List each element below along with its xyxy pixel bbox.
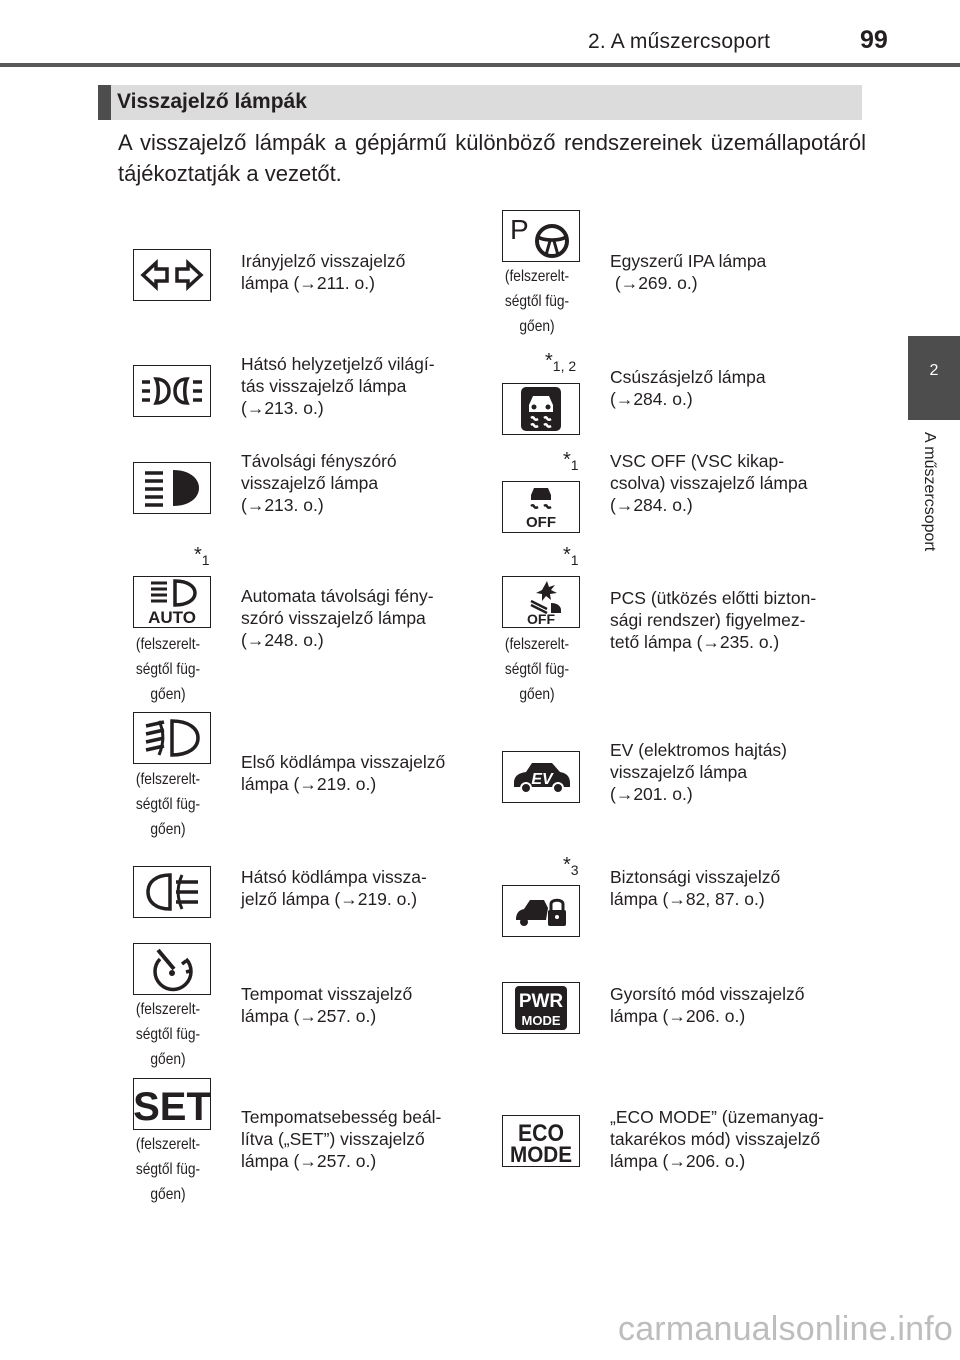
description-line: lámpa (→257. o.) — [241, 1151, 377, 1171]
tail-lights-description — [241, 353, 435, 419]
ipa-letter: P — [510, 214, 529, 245]
equipment-note: (felszerelt- ségtől füg- gően) — [504, 268, 570, 335]
ev-description — [610, 739, 787, 805]
front-fog-light-icon — [133, 712, 211, 764]
description-line: visszajelző lámpa — [241, 473, 379, 493]
section-title: Visszajelző lámpák — [117, 90, 307, 113]
turn-signal-description — [241, 250, 405, 294]
description-line: (→248. o.) — [241, 630, 324, 650]
description-line: EV (elektromos hajtás) — [610, 740, 788, 760]
description-line: lítva („SET”) visszajelző — [241, 1129, 425, 1149]
description-line: PCS (ütközés előtti bizton- — [610, 588, 817, 608]
front-fog-description — [241, 751, 445, 795]
description-line: Gyorsító mód visszajelző — [610, 984, 805, 1004]
equipment-note: (felszerelt- ségtől füg- gően) — [135, 1136, 201, 1203]
eco-description — [610, 1106, 824, 1172]
security-car-lock-icon — [502, 885, 580, 937]
vsc-off-label: OFF — [526, 514, 556, 531]
chapter-tab-number: 2 — [929, 362, 939, 379]
description-line: (→284. o.) — [610, 495, 693, 515]
description-line: (→201. o.) — [610, 784, 693, 804]
description-line: VSC OFF (VSC kikap- — [610, 451, 785, 471]
description-line: Egyszerű IPA lámpa — [610, 251, 767, 271]
parking-assist-steering-icon — [502, 210, 580, 262]
description-line: Automata távolsági fény- — [241, 586, 434, 606]
description-line: sági rendszer) figyelmez- — [610, 610, 806, 630]
pcs-off-label: OFF — [527, 611, 555, 627]
chapter-title: 2. A műszercsoport — [588, 30, 771, 53]
tail-lights-icon — [133, 365, 211, 417]
vsc-off-description — [610, 450, 807, 516]
vsc-off-icon — [502, 481, 580, 533]
slip-description — [610, 366, 766, 410]
power-mode-icon — [502, 982, 580, 1034]
rear-fog-light-icon — [133, 866, 211, 918]
automatic-high-beam-icon — [133, 576, 211, 628]
description-line: (→213. o.) — [241, 398, 324, 418]
description-line: Távolsági fényszóró — [241, 451, 397, 471]
ev-label: EV — [531, 771, 553, 788]
pwr-description — [610, 983, 805, 1027]
description-line: Biztonsági visszajelző — [610, 867, 781, 887]
slip-indicator-icon — [502, 383, 580, 435]
section-heading-bar — [98, 85, 862, 120]
description-line: csolva) visszajelző lámpa — [610, 473, 808, 493]
description-line: Csúszásjelző lámpa — [610, 367, 766, 387]
description-line: (→284. o.) — [610, 389, 693, 409]
intro-paragraph: A visszajelző lámpák a gépjármű különböző rendszereinek üzemállapotáról tájékoztatják a vezetőt. — [118, 130, 866, 186]
cruise-set-icon — [133, 1078, 211, 1130]
rear-fog-description — [241, 866, 427, 910]
description-line: lámpa (→219. o.) — [241, 774, 377, 794]
chapter-tab[interactable] — [908, 336, 960, 420]
description-line: szóró visszajelző lámpa — [241, 608, 426, 628]
page-number: 99 — [860, 26, 888, 54]
footnote-marker: $*_1$ — [563, 544, 579, 568]
description-line: lámpa (→211. o.) — [241, 273, 375, 293]
description-line: lámpa (→206. o.) — [610, 1006, 746, 1026]
footnote-marker: $*_1$ — [563, 449, 579, 473]
description-line: Tempomatsebesség beál- — [241, 1107, 442, 1127]
equipment-note: (felszerelt- ségtől füg- gően) — [135, 1001, 201, 1068]
cruise-control-icon — [133, 943, 211, 995]
chapter-tab-label: A műszercsoport — [921, 432, 938, 552]
footnote-marker: $*_3$ — [563, 854, 579, 878]
pcs-warning-icon — [502, 576, 580, 628]
eco-mode-label: MODE — [510, 1142, 572, 1167]
pcs-description — [610, 587, 816, 653]
description-line: jelző lámpa (→219. o.) — [241, 889, 418, 909]
watermark: carmanualsonline.info — [618, 1310, 953, 1348]
description-line: Hátsó ködlámpa vissza- — [241, 867, 427, 887]
high-beam-icon — [133, 462, 211, 514]
pwr-mode-label: MODE — [521, 1013, 561, 1028]
equipment-note: (felszerelt- ségtől füg- gően) — [135, 771, 201, 838]
high-beam-description — [241, 450, 397, 516]
footnote-marker: $*_{1, 2}$ — [545, 350, 577, 374]
eco-label: ECO — [518, 1120, 564, 1147]
ipa-description — [610, 250, 766, 294]
description-line: takarékos mód) visszajelző — [610, 1129, 821, 1149]
description-line: lámpa (→206. o.) — [610, 1151, 746, 1171]
description-line: Tempomat visszajelző — [241, 984, 413, 1004]
description-line: Hátsó helyzetjelző világí- — [241, 354, 435, 374]
set-description — [241, 1106, 441, 1172]
description-line: (→213. o.) — [241, 495, 324, 515]
turn-signal-arrows-icon — [133, 249, 211, 301]
set-label: SET — [133, 1085, 211, 1129]
equipment-note: (felszerelt- ségtől füg- gően) — [135, 636, 201, 703]
header-divider — [0, 63, 960, 67]
equipment-note: (felszerelt- ségtől füg- gően) — [504, 636, 570, 703]
security-description — [610, 866, 780, 910]
cruise-description — [241, 983, 412, 1027]
eco-mode-icon — [502, 1115, 580, 1167]
description-line: Első ködlámpa visszajelző — [241, 752, 446, 772]
description-line: lámpa (→257. o.) — [241, 1006, 377, 1026]
auto-label: AUTO — [148, 608, 196, 627]
description-line: (→269. o.) — [610, 273, 698, 293]
description-line: Irányjelző visszajelző — [241, 251, 406, 271]
description-line: tető lámpa (→235. o.) — [610, 632, 780, 652]
description-line: lámpa (→82, 87. o.) — [610, 889, 765, 909]
ev-mode-icon — [502, 751, 580, 803]
auto-high-beam-description — [241, 585, 434, 651]
description-line: „ECO MODE” (üzemanyag- — [610, 1107, 824, 1127]
description-line: tás visszajelző lámpa — [241, 376, 407, 396]
pwr-label: PWR — [518, 991, 564, 1012]
footnote-marker: $*_1$ — [194, 544, 210, 568]
description-line: visszajelző lámpa — [610, 762, 748, 782]
